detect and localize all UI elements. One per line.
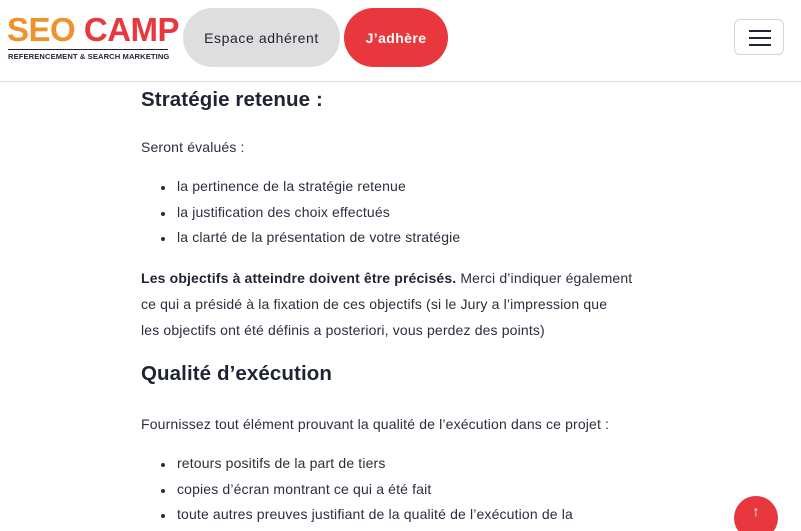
member-area-button[interactable]: Espace adhérent xyxy=(183,8,340,67)
objectives-emphasis: Les objectifs à atteindre doivent être précisés. xyxy=(141,270,457,286)
strategy-intro: Seront évalués : xyxy=(141,139,245,155)
logo-divider xyxy=(8,49,168,50)
objectives-line1: Merci d’indiquer également xyxy=(456,270,633,286)
arrow-up-icon: ↑ xyxy=(752,503,760,519)
list-item: la clarté de la présentation de votre stratégie xyxy=(159,225,460,251)
strategy-criteria-list xyxy=(159,174,460,251)
scroll-to-top-button[interactable] xyxy=(734,496,778,531)
logo-tagline: REFERENCEMENT & SEARCH MARKETING xyxy=(8,52,170,61)
menu-bar xyxy=(749,30,771,32)
objectives-paragraph xyxy=(141,265,632,343)
execution-intro: Fournissez tout élément prouvant la qualité de l’exécution dans ce projet : xyxy=(141,416,610,432)
logo-seo-text: SEO xyxy=(7,11,76,48)
logo-camp-text: CAMP xyxy=(75,11,180,48)
join-button[interactable]: J’adhère xyxy=(344,8,448,67)
list-item: retours positifs de la part de tiers xyxy=(159,451,573,477)
execution-proof-list xyxy=(159,451,573,528)
list-item: copies d’écran montrant ce qui a été fait xyxy=(159,477,573,503)
site-header xyxy=(0,0,801,82)
objectives-line2: ce qui a présidé à la fixation de ces objectifs (si le Jury a l’impression que xyxy=(141,296,608,312)
list-item: toute autres preuves justifiant de la qualité de l’exécution de la xyxy=(159,502,573,528)
logo-wordmark xyxy=(7,13,179,47)
list-item: la pertinence de la stratégie retenue xyxy=(159,174,460,200)
section-title-strategy: Stratégie retenue : xyxy=(141,88,323,111)
objectives-line3: les objectifs ont été définis a posteriori, vous perdez des points) xyxy=(141,322,545,338)
menu-bar xyxy=(749,44,771,46)
list-item: la justification des choix effectués xyxy=(159,200,460,226)
seo-camp-logo[interactable] xyxy=(7,11,180,63)
section-title-execution: Qualité d’exécution xyxy=(141,362,332,385)
hamburger-menu-icon[interactable] xyxy=(734,19,784,55)
menu-bar xyxy=(749,37,771,39)
